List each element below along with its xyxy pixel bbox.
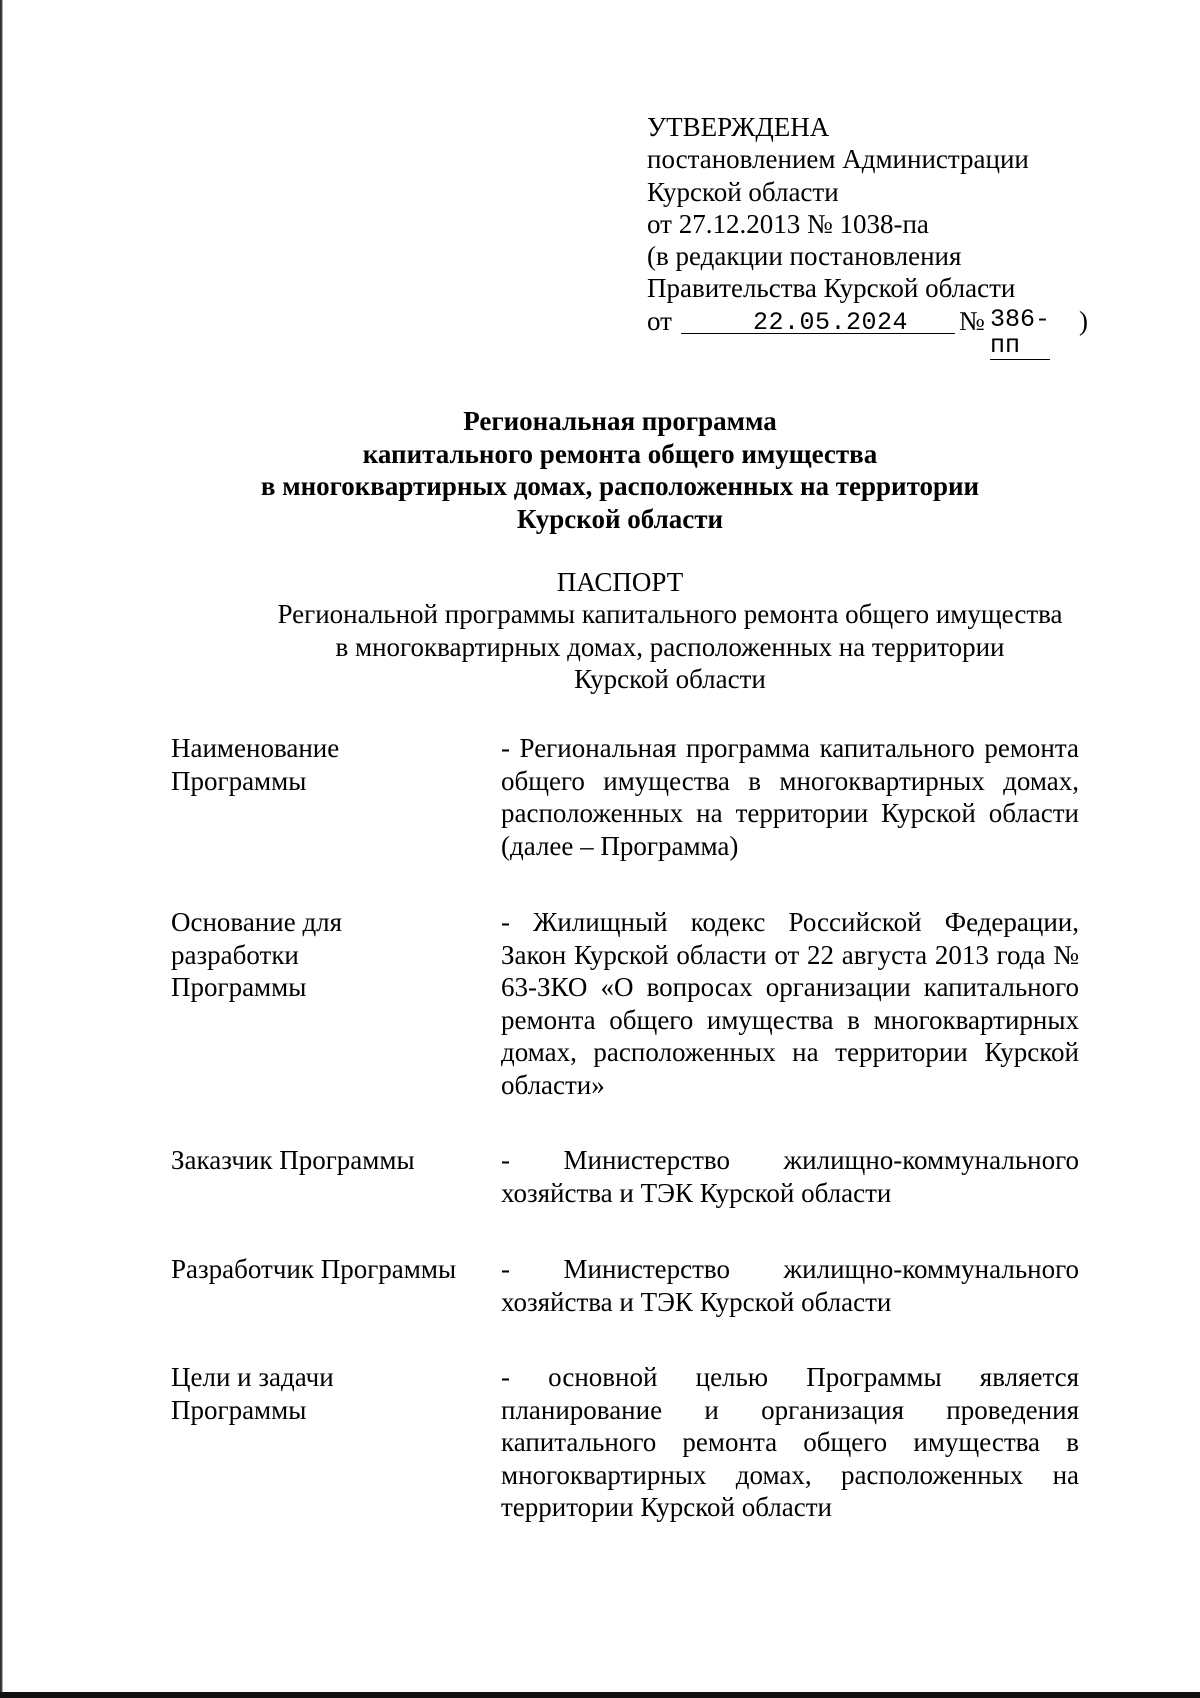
document-title	[180, 405, 1060, 535]
passport-subtitle-line: Региональной программы капитального ремонта общего имущества	[277, 599, 1063, 629]
number-sign: №	[959, 305, 985, 336]
row-label: Цели и задачи Программы	[171, 1362, 334, 1425]
title-line: в многоквартирных домах, расположенных на территории	[260, 471, 980, 501]
approval-line: Правительства Курской области	[647, 273, 1016, 304]
scan-edge-bottom	[0, 1692, 1200, 1698]
approval-date-line	[647, 304, 1088, 360]
row-value: - основной целью Программы является планирование и организация проведения капитального ремонта общего имущества в многоквартирных домах, расположенных на территории Курской области	[501, 1362, 1079, 1522]
passport-heading: ПАСПОРТ	[556, 567, 684, 597]
closing-paren: )	[1079, 305, 1088, 336]
passport-subtitle-line: в многоквартирных домах, расположенных на территории	[335, 631, 1005, 662]
approval-block	[647, 111, 1088, 360]
title-line: Курской области	[516, 503, 724, 534]
date-prefix: от	[647, 305, 672, 336]
row-label: Разработчик Программы	[171, 1254, 457, 1284]
approval-line: постановлением Администрации	[647, 144, 1029, 175]
scan-edge-left	[0, 0, 3, 1698]
row-label: Наименование Программы	[171, 733, 340, 796]
row-value: - Министерство жилищно-коммунального хозяйства и ТЭК Курской области	[501, 1145, 1079, 1208]
row-value: - Жилищный кодекс Российской Федерации, Закон Курской области от 22 августа 2013 года № 63-ЗКО «О вопросах организации капитального ремонта общего имущества в многоквартирных домах, расположенных на территории Курской области»	[501, 907, 1079, 1100]
approval-line: Курской области	[647, 176, 839, 207]
approval-line: (в редакции постановления	[647, 241, 962, 272]
approval-line: от 27.12.2013 № 1038-па	[647, 208, 929, 239]
row-label: Основание для разработки Программы	[171, 907, 343, 1002]
title-line: Региональная программа	[463, 406, 777, 436]
row-label: Заказчик Программы	[171, 1145, 415, 1175]
approval-line: УТВЕРЖДЕНА	[647, 112, 830, 142]
title-line: капитального ремонта общего имущества	[362, 438, 878, 469]
row-value: - Министерство жилищно-коммунального хозяйства и ТЭК Курской области	[501, 1254, 1079, 1317]
approval-date: 22.05.2024	[753, 307, 909, 337]
row-value: - Региональная программа капитального ремонта общего имущества в многоквартирных домах, расположенных на территории Курской области (далее – Программа)	[501, 733, 1079, 861]
approval-number: 386-пп	[990, 304, 1051, 360]
passport-subtitle	[230, 598, 1110, 696]
passport-subtitle-line: Курской области	[574, 664, 766, 694]
